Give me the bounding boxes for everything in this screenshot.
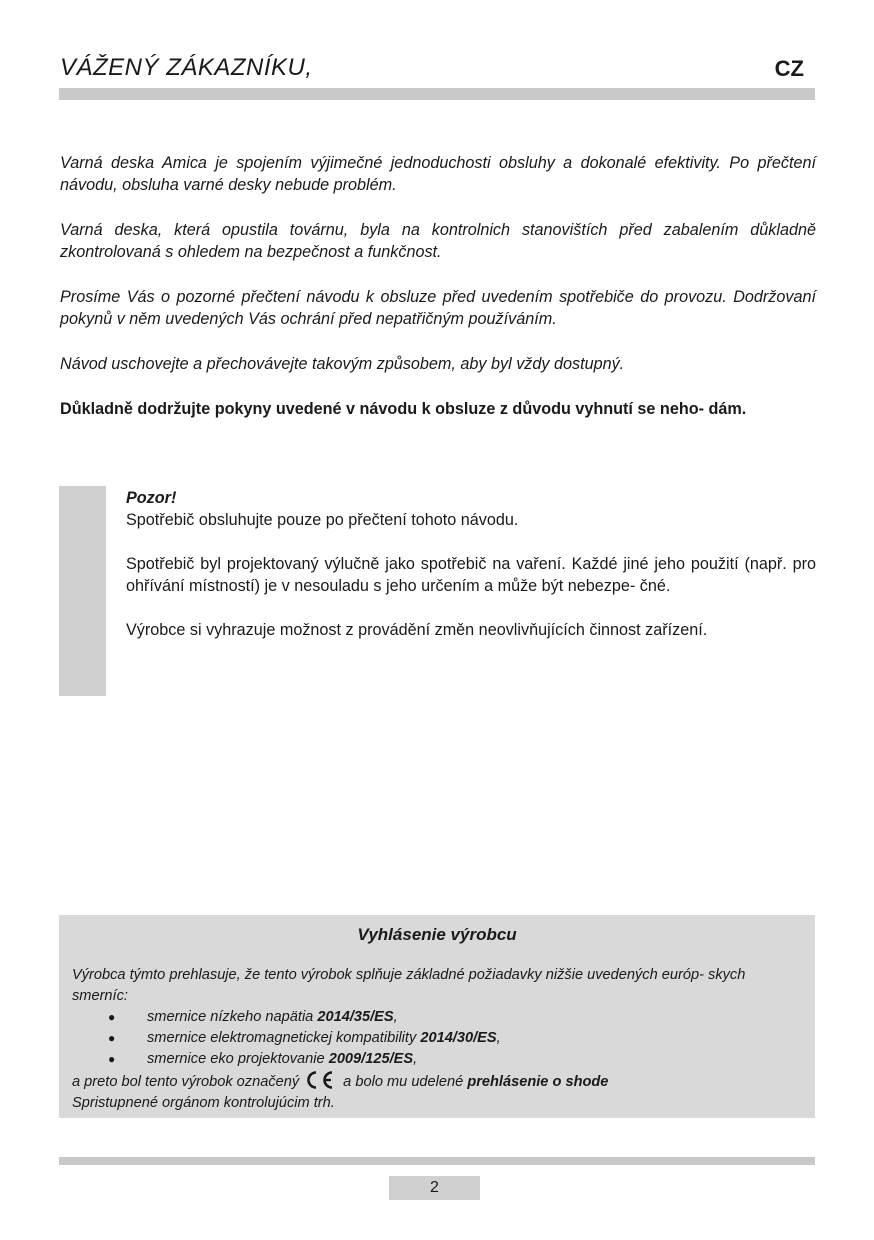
warning-side-bar [59,486,106,696]
warning-p2-line1: Spotřebič byl projektovaný výlučně jako spotřebič na vaření. Každé jiné jeho použití [126,555,739,573]
directive-list [72,1007,802,1070]
warning-p1: Spotřebič obsluhujte pouze po přečtení tohoto návodu. [126,511,519,529]
warning-p2-line2: (např. pro ohřívání místností) je v nesouladu s jeho určením a může být nebezpe- [126,555,817,595]
directive-code: 2014/30/ES [420,1030,497,1046]
declaration-intro [72,965,802,1007]
directive-end: , [393,1009,398,1025]
warning-p2-line3: čné. [639,577,671,595]
declaration-intro-line2: skych smerníc: [72,967,746,1004]
footer-divider [59,1157,815,1165]
directive-item [72,1007,802,1028]
intro-paragraph-5 [60,398,816,420]
bullet-icon: ● [108,1010,116,1024]
directive-item [72,1028,802,1049]
warning-paragraph-1 [126,509,816,531]
page-title: VÁŽENÝ ZÁKAZNÍKU, [60,54,313,81]
directive-code: 2009/125/ES [328,1051,414,1067]
directive-text: smernice eko projektovanie [147,1051,329,1067]
intro-p5-line2: dám. [708,400,747,418]
warning-title: Pozor! [126,489,177,507]
intro-section [60,152,816,443]
directive-end: , [496,1030,501,1046]
intro-p3-line2: Dodržovaní pokynů v něm uvedených Vás ochrání před nepatřičným používáním. [60,288,816,328]
intro-p2-line2: zkontrolovaná s ohledem na bezpečnost a funkčnost. [60,243,442,261]
bullet-icon: ● [108,1052,116,1066]
intro-p4: Návod uschovejte a přechovávejte takovým způsobem, aby byl vždy dostupný. [60,355,625,373]
intro-p2-line1: Varná deska, která opustila továrnu, byla na kontrolnich stanovištích před zabalením důkladně [60,221,816,239]
intro-p5-line1: Důkladně dodržujte pokyny uvedené v návodu k obsluze z důvodu vyhnutí se neho- [60,400,704,418]
declaration-text [72,965,802,1114]
intro-p1-line2: přečtení návodu, obsluha varné desky nebude problém. [60,154,816,194]
directive-item [72,1049,802,1070]
directive-text: smernice nízkeho napätia [147,1009,318,1025]
declaration-intro-line1: Výrobca týmto prehlasuje, že tento výrobok splňuje základné požiadavky nižšie uvedených európ- [72,967,704,983]
closing-pre: a preto bol tento výrobok označený [72,1074,300,1090]
ce-mark-icon [305,1070,337,1090]
intro-paragraph-4 [60,353,816,375]
declaration-last-line: Spristupnené orgánom kontrolujúcim trh. [72,1095,335,1111]
declaration-title: Vyhlásenie výrobcu [357,925,517,944]
warning-paragraph-2 [126,553,816,597]
directive-code: 2014/35/ES [317,1009,394,1025]
bullet-icon: ● [108,1031,116,1045]
intro-p1-line1: Varná deska Amica je spojením výjimečné jednoduchosti obsluhy a dokonalé efektivity. Po [60,154,750,172]
warning-paragraph-3 [126,619,816,641]
language-code: CZ [774,56,804,81]
intro-paragraph-3 [60,286,816,330]
intro-p3-line1: Prosíme Vás o pozorné přečtení návodu k obsluze před uvedením spotřebiče do provozu. [60,288,727,306]
warning-section [126,487,816,663]
declaration-box [59,915,815,1118]
closing-mid: a bolo mu udelené [343,1074,468,1090]
directive-text: smernice elektromagnetickej kompatibility [147,1030,421,1046]
declaration-closing [72,1070,802,1093]
intro-paragraph-2 [60,219,816,263]
intro-paragraph-1 [60,152,816,196]
closing-bold: prehlásenie o shode [467,1074,609,1090]
warning-p3: Výrobce si vyhrazuje možnost z provádění změn neovlivňujících činnost zařízení. [126,621,708,639]
header-divider [59,88,815,100]
directive-end: , [413,1051,418,1067]
page-number: 2 [389,1176,480,1200]
